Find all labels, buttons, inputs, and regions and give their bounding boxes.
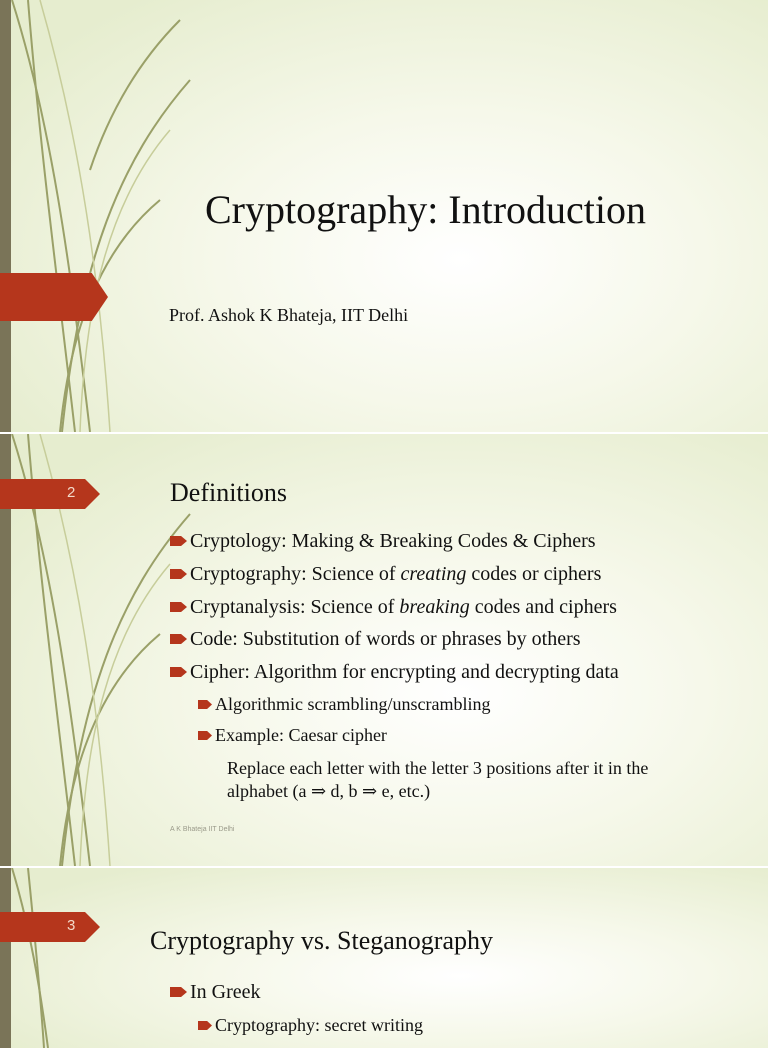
caesar-description: Replace each letter with the letter 3 positions after it in the alphabet (a ⇒ d, b ⇒ e, etc.) bbox=[227, 758, 649, 801]
bullet-arrow-icon bbox=[170, 987, 187, 997]
sub-bullet-item: Example: Caesar cipher bbox=[198, 725, 387, 746]
bullet-item: Cryptology: Making & Breaking Codes & Ciphers bbox=[170, 530, 596, 553]
slide-number: 2 bbox=[67, 484, 76, 501]
bullet-item: In Greek bbox=[170, 981, 261, 1004]
bullet-arrow-icon bbox=[170, 602, 187, 612]
bullet-item: Cryptography: Science of creating codes or ciphers bbox=[170, 563, 601, 586]
bullet-item: Code: Substitution of words or phrases by others bbox=[170, 628, 581, 651]
slide-title: Definitions bbox=[170, 478, 287, 507]
bullet-arrow-icon bbox=[198, 700, 212, 709]
bullet-arrow-icon bbox=[198, 1021, 212, 1030]
bullet-arrow-icon bbox=[198, 731, 212, 740]
slide-title: Cryptography vs. Steganography bbox=[150, 926, 494, 955]
slide-number: 3 bbox=[67, 917, 76, 934]
bullet-arrow-icon bbox=[170, 667, 187, 677]
slide-3 bbox=[0, 868, 768, 1048]
slide-2 bbox=[0, 434, 768, 866]
bullet-item: Cryptanalysis: Science of breaking codes and ciphers bbox=[170, 596, 617, 619]
sub-bullet-item: Algorithmic scrambling/unscrambling bbox=[198, 694, 490, 715]
slide-title: Cryptography: Introduction bbox=[205, 187, 647, 232]
decorative-stems bbox=[0, 868, 200, 1048]
slide-subtitle: Prof. Ashok K Bhateja, IIT Delhi bbox=[169, 305, 409, 325]
bullet-arrow-icon bbox=[170, 569, 187, 579]
bullet-item: Cipher: Algorithm for encrypting and decrypting data bbox=[170, 661, 619, 684]
bullet-arrow-icon bbox=[170, 536, 187, 546]
title-arrow-marker bbox=[0, 273, 108, 321]
decorative-stems bbox=[0, 0, 200, 432]
bullet-arrow-icon bbox=[170, 634, 187, 644]
slide-number-marker bbox=[0, 479, 100, 509]
slide-number-marker bbox=[0, 912, 100, 942]
sub-bullet-item: Cryptography: secret writing bbox=[198, 1015, 423, 1036]
slide-1 bbox=[0, 0, 768, 432]
slide-footer: A K Bhateja IIT Delhi bbox=[170, 826, 235, 833]
